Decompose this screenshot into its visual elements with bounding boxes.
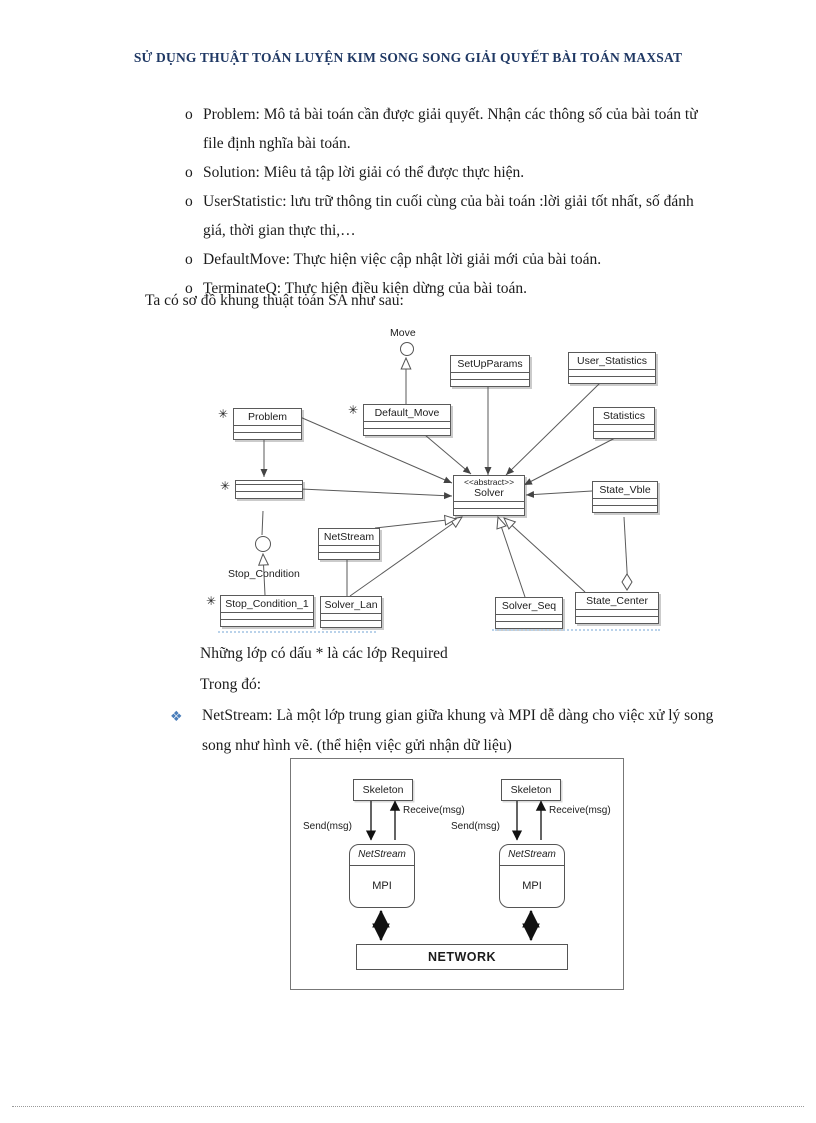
required-note: Những lớp có dấu * là các lớp Required	[200, 645, 448, 662]
list-item-text: UserStatistic: lưu trữ thông tin cuối cùng của bài toán :lời giải tốt nhất, số đánh giá, thời gian thực thi,…	[203, 193, 694, 239]
stereotype-label: <<abstract>>	[463, 477, 515, 487]
send-label-left: Send(msg)	[303, 821, 352, 832]
skeleton-box-right: Skeleton	[501, 779, 561, 801]
list-item	[185, 187, 705, 245]
o-bullet-icon: o	[185, 193, 193, 210]
class-name: Default_Move	[364, 405, 450, 422]
mpi-label: MPI	[372, 880, 392, 892]
class-name	[454, 476, 524, 502]
list-item	[185, 158, 705, 187]
page-bottom-divider	[12, 1106, 804, 1107]
class-name: State_Vble	[593, 482, 657, 499]
class-name: User_Statistics	[569, 353, 655, 370]
intro-line: Ta có sơ đồ khung thuật toán SA như sau:	[145, 292, 404, 309]
list-item-text: DefaultMove: Thực hiện việc cập nhật lời giải mới của bài toán.	[203, 251, 602, 268]
mpi-diagram	[290, 758, 624, 990]
class-name: Solver_Lan	[321, 597, 381, 614]
class-name: State_Center	[576, 593, 658, 610]
dotted-underline	[492, 629, 660, 631]
network-box: NETWORK	[356, 944, 568, 970]
uml-class-solver	[453, 475, 525, 516]
page-title: SỬ DỤNG THUẬT TOÁN LUYỆN KIM SONG SONG GIẢI QUYẾT BÀI TOÁN MAXSAT	[133, 50, 683, 65]
list-item	[185, 245, 705, 274]
list-item-text: TerminateQ: Thực hiện điều kiện dừng của bài toán.	[203, 280, 528, 297]
receive-label-left: Receive(msg)	[403, 805, 465, 816]
uml-class-solver-seq	[495, 597, 563, 629]
receive-label-right: Receive(msg)	[549, 805, 611, 816]
class-name: Solver_Seq	[496, 598, 562, 615]
uml-class-state-vble	[592, 481, 658, 513]
trong-do-note: Trong đó:	[200, 676, 262, 693]
uml-interface-label-move: Move	[390, 327, 416, 339]
uml-diagram	[200, 325, 675, 643]
class-name: SetUpParams	[451, 356, 529, 373]
netstream-label: NetStream	[350, 845, 414, 866]
class-title: Solver	[474, 487, 504, 500]
interface-circle-icon	[400, 342, 414, 356]
uml-class-stop-condition-1	[220, 595, 314, 627]
class-name: NetStream	[319, 529, 379, 546]
bullet-list	[185, 100, 705, 303]
uml-class-statistics	[593, 407, 655, 439]
o-bullet-icon: o	[185, 280, 193, 297]
dotted-underline	[218, 631, 376, 633]
list-item	[185, 100, 705, 158]
netstream-mpi-box-left	[349, 844, 415, 908]
class-name: Problem	[234, 409, 301, 426]
aggregation-diamond-icon	[622, 574, 632, 590]
interface-circle-icon	[255, 536, 271, 552]
skeleton-box-left: Skeleton	[353, 779, 413, 801]
uml-class-problem	[233, 408, 302, 440]
netstream-label: NetStream	[500, 845, 564, 866]
netstream-bullet-item	[170, 701, 720, 761]
uml-class-solution	[235, 480, 303, 499]
uml-class-setupparams	[450, 355, 530, 387]
required-star-icon: ✳	[348, 403, 359, 417]
o-bullet-icon: o	[185, 251, 193, 268]
uml-class-user-statistics	[568, 352, 656, 384]
uml-class-state-center	[575, 592, 659, 624]
class-name: Stop_Condition_1	[221, 596, 313, 613]
required-star-icon: ✳	[218, 407, 229, 421]
list-item-text: Problem: Mô tả bài toán cần được giải quyết. Nhận các thông số của bài toán từ file định nghĩa bài toán.	[203, 106, 698, 152]
o-bullet-icon: o	[185, 106, 193, 123]
uml-interface-label-stop-condition: Stop_Condition	[228, 568, 300, 580]
o-bullet-icon: o	[185, 164, 193, 181]
list-item-text: Solution: Miêu tả tập lời giải có thể được thực hiện.	[203, 164, 525, 181]
uml-class-default-move	[363, 404, 451, 436]
required-star-icon: ✳	[206, 594, 217, 608]
send-label-right: Send(msg)	[451, 821, 500, 832]
diamond-bullet-icon: ❖	[170, 709, 183, 725]
uml-class-solver-lan	[320, 596, 382, 628]
mpi-label: MPI	[522, 880, 542, 892]
netstream-mpi-box-right	[499, 844, 565, 908]
uml-class-netstream	[318, 528, 380, 560]
class-name: Statistics	[594, 408, 654, 425]
netstream-bullet-text: NetStream: Là một lớp trung gian giữa khung và MPI dễ dàng cho việc xử lý song song như hình vẽ. (thể hiện việc gửi nhận dữ liệu)	[202, 707, 714, 754]
required-star-icon: ✳	[220, 479, 231, 493]
